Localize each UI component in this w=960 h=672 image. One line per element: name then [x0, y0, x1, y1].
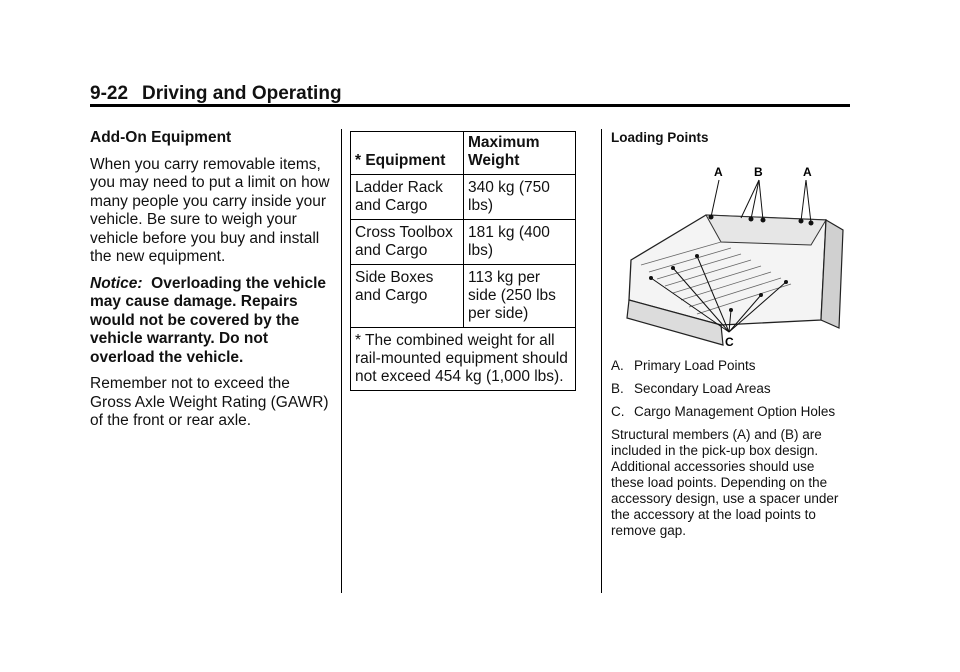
- figure-legend: [611, 358, 851, 420]
- equipment-weight-table: [350, 131, 576, 391]
- page-header: [90, 83, 850, 105]
- page-number: 9-22: [90, 83, 129, 104]
- label-a-left: A: [714, 165, 723, 179]
- column-add-on-equipment: [90, 129, 330, 439]
- column-divider-left: [341, 129, 342, 593]
- col-header-max-weight: Maximum Weight: [464, 132, 576, 175]
- legend-item: C. Cargo Management Option Holes: [611, 404, 836, 419]
- weight-cell: 340 kg (750 lbs): [464, 175, 576, 220]
- table-row: [351, 175, 576, 220]
- col-header-equipment: * Equipment: [351, 132, 464, 175]
- pickup-box-illustration: [611, 160, 851, 350]
- table-footnote: * The combined weight for all rail-mounted equipment should not exceed 454 kg (1,000 lbs).: [355, 332, 568, 385]
- table-row: [351, 265, 576, 328]
- column-divider-right: [601, 129, 602, 593]
- figure-heading: Loading Points: [611, 130, 709, 145]
- equipment-cell: Side Boxes and Cargo: [351, 265, 464, 328]
- legend-item: A. Primary Load Points: [611, 358, 756, 373]
- table-header-row: [351, 132, 576, 175]
- header-rule: [90, 104, 850, 107]
- intro-paragraph: When you carry removable items, you may need to put a limit on how many people you carry inside your vehicle. Be sure to weigh your vehicle before you buy and install the new equipment.: [90, 155, 330, 265]
- section-heading: Add-On Equipment: [90, 129, 232, 146]
- table-footnote-row: [351, 328, 576, 391]
- section-title: Driving and Operating: [142, 83, 342, 104]
- legend-item: B. Secondary Load Areas: [611, 381, 771, 396]
- notice-paragraph: [90, 275, 330, 368]
- label-b: B: [754, 165, 763, 179]
- equipment-cell: Cross Toolbox and Cargo: [351, 220, 464, 265]
- loading-points-body: Structural members (A) and (B) are included in the pick-up box design. Additional accessories should use these load points. Depending on the accessory design, use a spacer under the accessory at the load points to remove gap.: [611, 427, 839, 538]
- label-a-right: A: [803, 165, 812, 179]
- equipment-cell: Ladder Rack and Cargo: [351, 175, 464, 220]
- label-c: C: [725, 335, 734, 349]
- table-row: [351, 220, 576, 265]
- gawr-paragraph: Remember not to exceed the Gross Axle Weight Rating (GAWR) of the front or rear axle.: [90, 375, 329, 429]
- notice-label: Notice:: [90, 274, 143, 292]
- weight-cell: 181 kg (400 lbs): [464, 220, 576, 265]
- pickup-box-drawing: [611, 160, 851, 350]
- notice-text: Overloading the vehicle may cause damage. Repairs would not be covered by the vehicle warranty. Do not overload the vehicle.: [90, 274, 327, 366]
- weight-cell: 113 kg per side (250 lbs per side): [464, 265, 576, 328]
